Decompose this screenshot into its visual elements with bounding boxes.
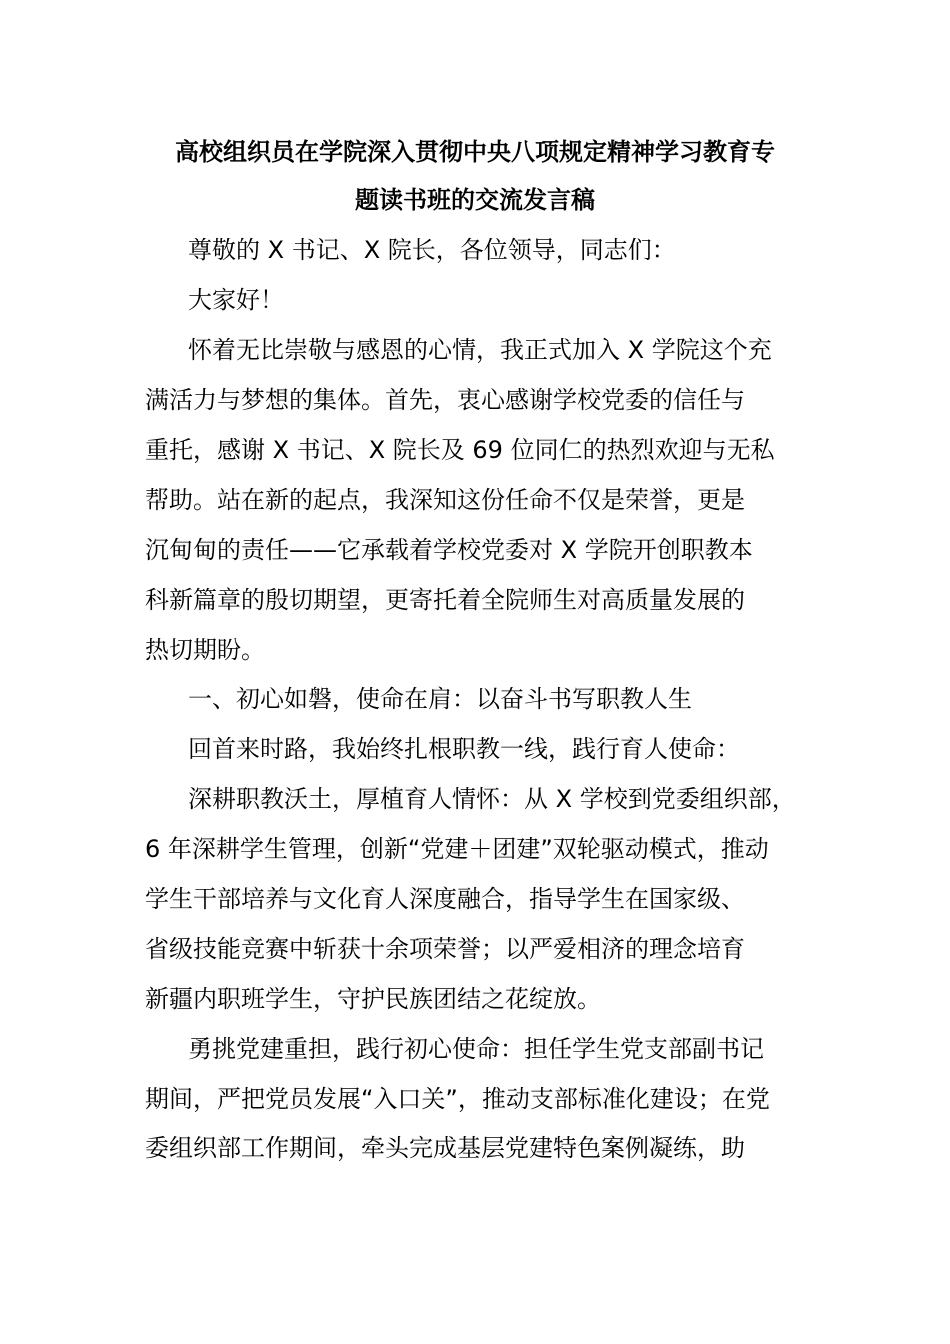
body-line: 省级技能竞赛中斩获十余项荣誉；以严爱相济的理念培育 — [145, 935, 745, 963]
body-line: 怀着无比崇敬与感恩的心情，我正式加入 X 学院这个充 — [188, 336, 772, 364]
body-line: 帮助。站在新的起点，我深知这份任命不仅是荣誉，更是 — [145, 486, 745, 514]
document-title-line-2: 题读书班的交流发言稿 — [355, 186, 595, 214]
body-line: 沉甸甸的责任——它承载着学校党委对 X 学院开创职教本 — [145, 536, 753, 564]
body-line: 满活力与梦想的集体。首先，衷心感谢学校党委的信任与 — [145, 386, 745, 414]
body-line: 深耕职教沃土，厚植育人情怀：从 X 学校到党委组织部， — [188, 785, 796, 813]
body-line: 委组织部工作期间，牵头完成基层党建特色案例凝练，助 — [145, 1134, 745, 1162]
section-heading-1: 一、初心如磐，使命在肩：以奋斗书写职教人生 — [188, 685, 692, 713]
document-title-line-1: 高校组织员在学院深入贯彻中央八项规定精神学习教育专 — [175, 138, 775, 166]
salutation: 尊敬的 X 书记、X 院长，各位领导，同志们： — [188, 236, 676, 264]
body-line: 热切期盼。 — [145, 636, 265, 664]
body-line: 重托，感谢 X 书记、X 院长及 69 位同仁的热烈欢迎与无私 — [145, 436, 775, 464]
body-line: 勇挑党建重担，践行初心使命：担任学生党支部副书记 — [188, 1035, 764, 1063]
body-line: 期间，严把党员发展“入口关”，推动支部标准化建设；在党 — [145, 1085, 770, 1113]
greeting: 大家好！ — [188, 286, 284, 314]
body-line: 回首来时路，我始终扎根职教一线，践行育人使命： — [188, 735, 740, 763]
body-line: 新疆内职班学生，守护民族团结之花绽放。 — [145, 985, 601, 1013]
body-line: 学生干部培养与文化育人深度融合，指导学生在国家级、 — [145, 885, 745, 913]
body-line: 科新篇章的殷切期望，更寄托着全院师生对高质量发展的 — [145, 586, 745, 614]
body-line: 6 年深耕学生管理，创新“党建＋团建”双轮驱动模式，推动 — [145, 835, 769, 863]
